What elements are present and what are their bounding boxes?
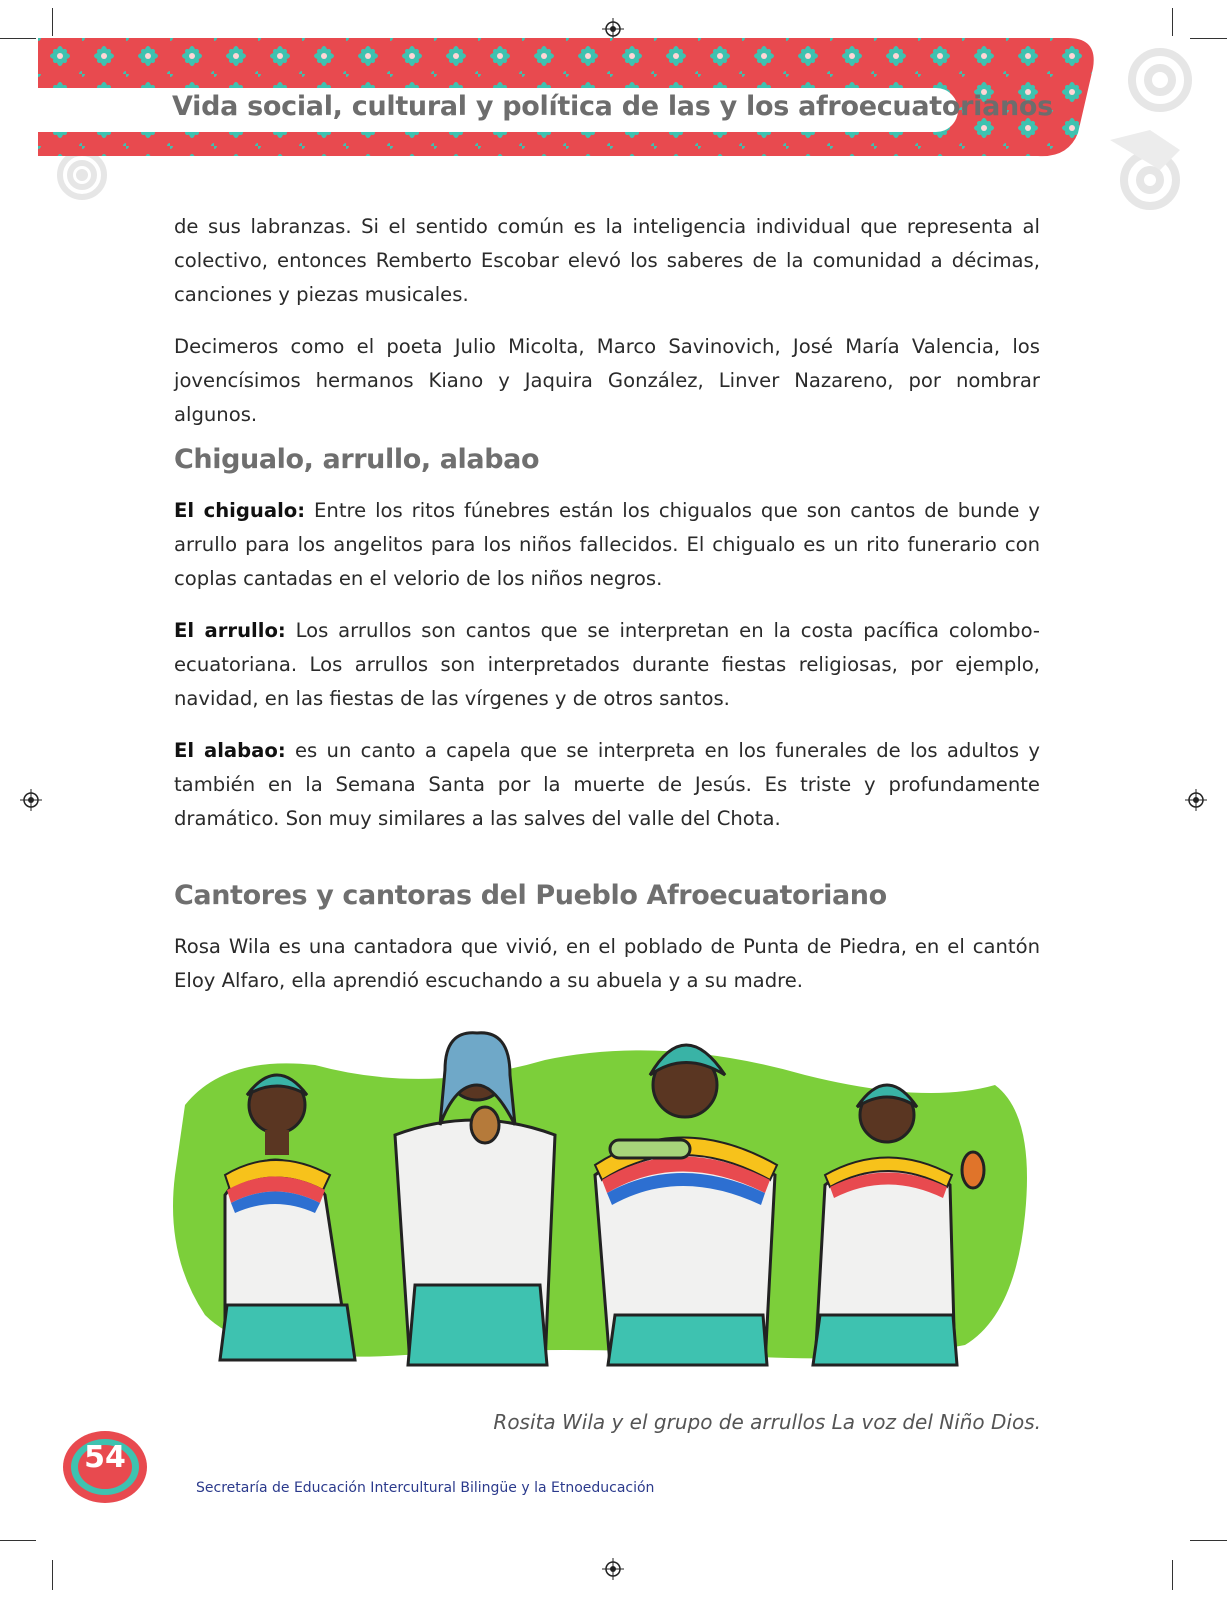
chigualo-paragraph (174, 494, 1040, 596)
term-label: El chigualo: (174, 499, 306, 522)
registration-mark-icon (20, 789, 42, 811)
term-definition: es un canto a capela que se interpreta en los funerales de los adultos y también en la Semana Santa por la muerte de Jesús. Es triste y profundamente dramático. Son muy similares a las salves del valle del Chota. (174, 739, 1040, 830)
crop-mark (1172, 1560, 1173, 1590)
rosa-wila-paragraph (174, 930, 1040, 998)
crop-mark (52, 8, 53, 36)
crop-mark (0, 38, 36, 39)
registration-mark-icon (602, 1558, 624, 1580)
section-heading-chigualo: Chigualo, arrullo, alabao (174, 444, 540, 475)
term-label: El arrullo: (174, 619, 286, 642)
paragraph-text: Decimeros como el poeta Julio Micolta, Marco Savinovich, José María Valencia, los jovencísimos hermanos Kiano y Jaquira González, Linver Nazareno, por nombrar algunos. (174, 335, 1040, 426)
term-definition: Entre los ritos fúnebres están los chigualos que son cantos de bunde y arrullo para los angelitos para los niños fallecidos. El chigualo es un rito funerario con coplas cantadas en el velorio de los niños negros. (174, 499, 1040, 590)
registration-mark-icon (1185, 789, 1207, 811)
page-title: Vida social, cultural y política de las y los afroecuatorianos (172, 91, 1053, 122)
crop-mark (0, 1540, 36, 1541)
intro-paragraph (174, 210, 1040, 312)
arrullo-paragraph (174, 614, 1040, 716)
paragraph-text: de sus labranzas. Si el sentido común es la inteligencia individual que representa al colectivo, entonces Remberto Escobar elevó los saberes de la comunidad a décimas, canciones y piezas musicales. (174, 215, 1040, 306)
paragraph-text: Rosa Wila es una cantadora que vivió, en el poblado de Punta de Piedra, en el cantón Eloy Alfaro, ella aprendió escuchando a su abuela y a su madre. (174, 935, 1040, 992)
crop-mark (1190, 38, 1227, 39)
swirl-decoration-icon (1090, 40, 1227, 250)
crop-mark (52, 1560, 53, 1590)
alabao-paragraph (174, 734, 1040, 836)
swirl-decoration-icon (42, 150, 122, 220)
crop-mark (1190, 1540, 1227, 1541)
term-definition: Los arrullos son cantos que se interpretan en la costa pacífica colombo-ecuatoriana. Los arrullos son interpretados durante fiestas religiosas, por ejemplo, navidad, en las fiestas de las vírgenes y de otros santos. (174, 619, 1040, 710)
crop-mark (1172, 8, 1173, 36)
decimeros-paragraph (174, 330, 1040, 432)
figure-caption: Rosita Wila y el grupo de arrullos La voz del Niño Dios. (493, 1410, 1041, 1434)
page-number: 54 (84, 1440, 126, 1475)
publisher-footer: Secretaría de Educación Intercultural Bilingüe y la Etnoeducación (196, 1480, 655, 1496)
singers-illustration (165, 1015, 1045, 1405)
section-heading-cantores: Cantores y cantoras del Pueblo Afroecuatoriano (174, 880, 887, 911)
registration-mark-icon (602, 18, 624, 40)
term-label: El alabao: (174, 739, 286, 762)
